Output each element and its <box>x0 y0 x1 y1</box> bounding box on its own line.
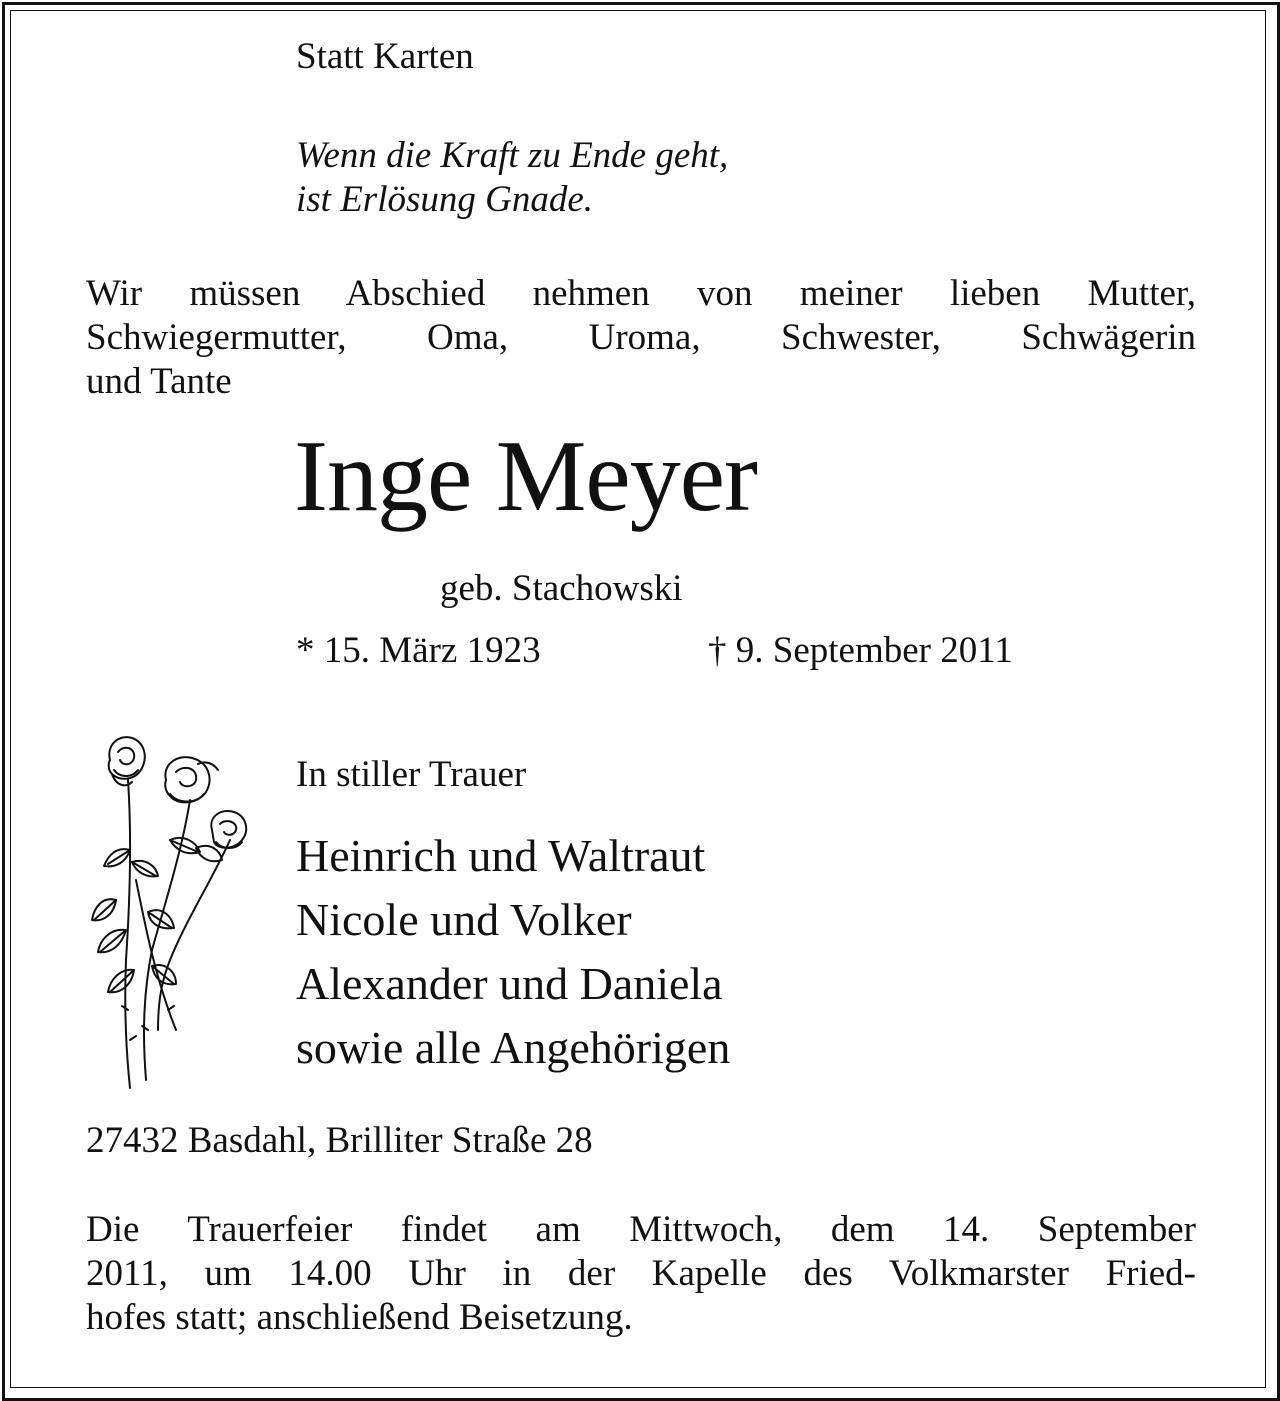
ceremony-line: hofes statt; anschließend Beisetzung. <box>86 1297 633 1338</box>
motto <box>296 134 996 222</box>
mourner-entry: sowie alle Angehörigen <box>296 1022 731 1073</box>
mourner-entry: Nicole und Volker <box>296 894 632 945</box>
intro-line: und Tante <box>86 361 232 402</box>
header-statt-karten: Statt Karten <box>296 36 474 77</box>
ceremony-paragraph <box>86 1208 1196 1340</box>
mourning-label: In stiller Trauer <box>296 754 527 795</box>
mourner-entry: Alexander und Daniela <box>296 958 723 1009</box>
death-date: † 9. September 2011 <box>708 630 1013 671</box>
deceased-name: Inge Meyer <box>294 420 757 533</box>
intro-line: Schwiegermutter, Oma, Uroma, Schwester, Schwägerin <box>86 317 1196 358</box>
ceremony-line: 2011, um 14.00 Uhr in der Kapelle des Volkmarster Fried- <box>86 1253 1196 1294</box>
birth-date: * 15. März 1923 <box>296 630 541 671</box>
address: 27432 Basdahl, Brilliter Straße 28 <box>86 1120 593 1161</box>
birth-name: geb. Stachowski <box>440 568 683 609</box>
motto-line: Wenn die Kraft zu Ende geht, <box>296 135 729 176</box>
motto-line: ist Erlösung Gnade. <box>296 179 594 220</box>
mourners-list <box>296 824 730 1080</box>
intro-line: Wir müssen Abschied nehmen von meiner lieben Mutter, <box>86 273 1196 314</box>
mourner-entry: Heinrich und Waltraut <box>296 830 706 881</box>
ceremony-line: Die Trauerfeier findet am Mittwoch, dem 14. September <box>86 1209 1196 1250</box>
intro-paragraph <box>86 272 1196 404</box>
rose-bouquet-icon <box>86 730 256 1090</box>
